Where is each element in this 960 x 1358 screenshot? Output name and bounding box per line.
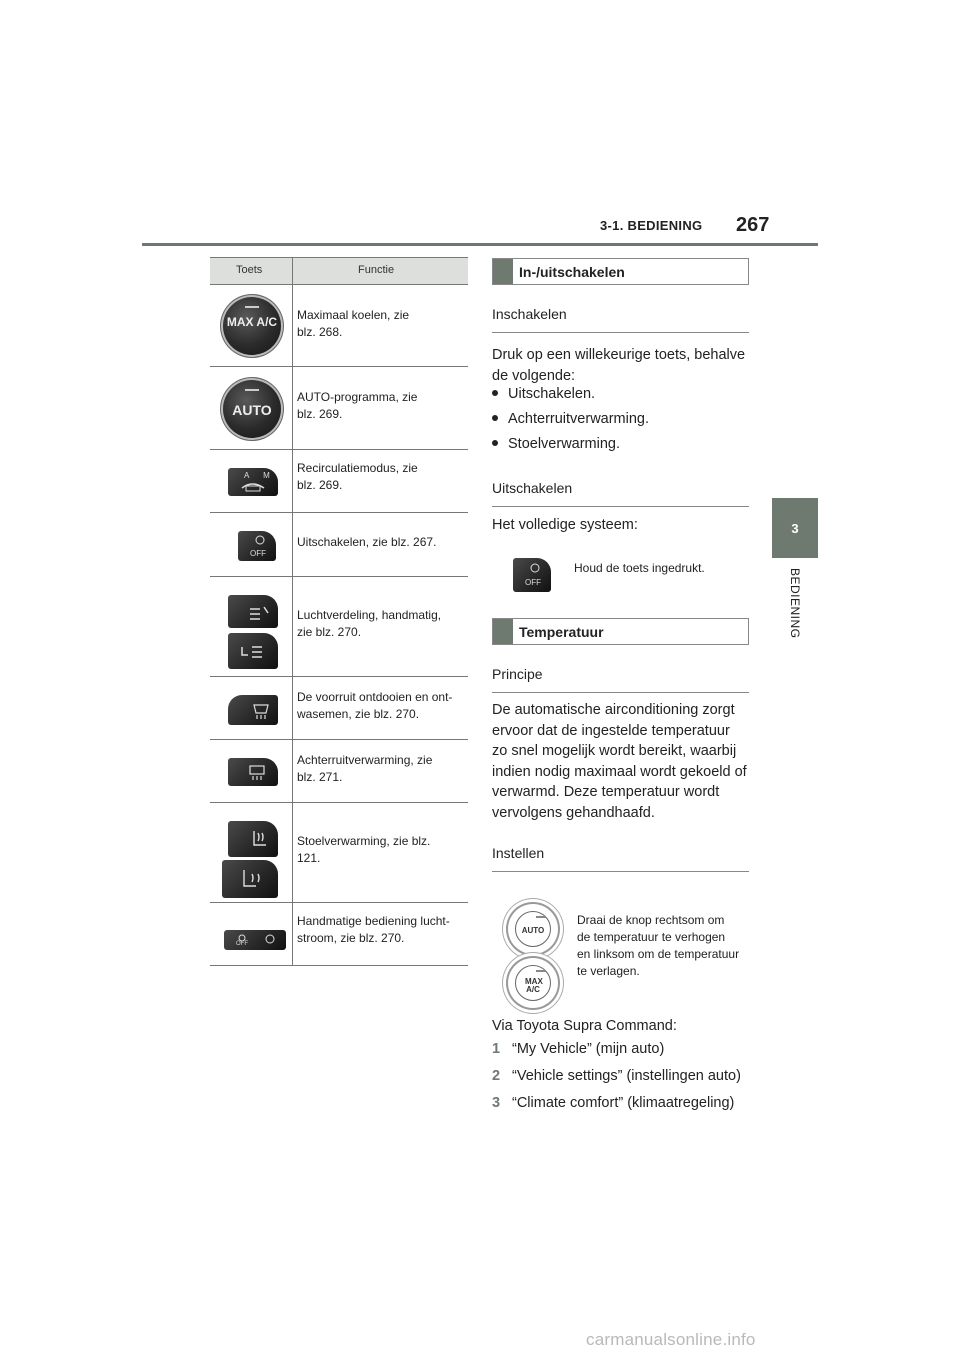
table-row [210, 803, 468, 903]
function-text: Luchtverdeling, handmatig, [297, 608, 442, 622]
step-text: “My Vehicle” (mijn auto) [512, 1041, 665, 1057]
chapter-tab [772, 498, 818, 558]
function-text: De voorruit ontdooien en ont- [297, 690, 453, 704]
function-text: Recirculatiemodus, zie [297, 461, 418, 475]
function-text: 121. [297, 851, 321, 865]
car-recirculation-icon [228, 468, 278, 496]
section-heading-text: Temperatuur [519, 624, 604, 640]
function-text: blz. 271. [297, 770, 343, 784]
dial-label: AUTO [521, 926, 545, 935]
paragraph-line: ervoor dat de ingestelde temperatuur [492, 722, 730, 739]
paragraph-line: De automatische airconditioning zorgt [492, 702, 735, 718]
seat-heating-upper-icon [228, 821, 278, 857]
header-rule [142, 243, 818, 246]
bullet-item [492, 386, 595, 402]
paragraph-line: indien nodig maximaal wordt gekoeld of [492, 763, 747, 780]
bullet-item [492, 436, 620, 452]
instruction-line: de temperatuur te verhogen [577, 930, 726, 944]
max-ac-button-icon [223, 297, 281, 355]
instruction-line: Draai de knop rechtsom om [577, 913, 725, 927]
function-text: Stoelverwarming, zie blz. [297, 834, 431, 848]
off-button-icon [238, 531, 276, 561]
air-distribution-upper-icon [228, 595, 278, 628]
off-button-label: OFF [250, 549, 266, 558]
section-heading-in-uitschakelen [492, 258, 749, 285]
recirculation-button-label: A M [244, 471, 276, 480]
function-text: Uitschakelen, zie blz. 267. [297, 535, 437, 549]
section-heading-temperatuur [492, 618, 749, 645]
instruction-text: Houd de toets ingedrukt. [574, 561, 705, 575]
function-text: zie blz. 270. [297, 625, 362, 639]
max-ac-button-label: MAX A/C [226, 315, 278, 329]
temperature-dial-auto-icon [508, 904, 558, 954]
windshield-defrost-icon [228, 695, 278, 725]
airflow-off-label: OFF [236, 941, 248, 947]
bullet-text: Stoelverwarming. [508, 436, 621, 452]
table-row [210, 903, 468, 966]
airflow-button-icon [224, 930, 286, 950]
auto-button-icon [223, 380, 281, 438]
step-number: 1 [492, 1041, 501, 1057]
instruction-line: te verlagen. [577, 964, 640, 978]
step-item [492, 1095, 734, 1111]
col-header-toets: Toets [236, 264, 263, 276]
subheading-uitschakelen: Uitschakelen [492, 480, 749, 507]
chapter-label: BEDIENING [788, 568, 802, 639]
table-row [210, 577, 468, 677]
instruction-text [577, 912, 739, 980]
table-row [210, 513, 468, 577]
air-distribution-lower-icon [228, 633, 278, 669]
paragraph: Het volledige systeem: [492, 517, 638, 533]
temperature-dial-max-ac-icon [508, 958, 558, 1008]
recirculation-button-icon [228, 468, 278, 496]
bullet-item [492, 411, 649, 427]
subheading-instellen: Instellen [492, 845, 749, 872]
button-function-table [210, 257, 468, 966]
function-text: stroom, zie blz. 270. [297, 931, 405, 945]
step-number: 2 [492, 1068, 501, 1084]
subheading-principe: Principe [492, 666, 749, 693]
col-header-functie: Functie [358, 264, 395, 276]
function-text: wasemen, zie blz. 270. [297, 707, 420, 721]
table-row [210, 285, 468, 367]
dial-label: MAX A/C [525, 977, 543, 994]
paragraph-line: de volgende: [492, 367, 576, 384]
fan-icon [224, 930, 286, 950]
paragraph: Via Toyota Supra Command: [492, 1018, 677, 1034]
table-header [210, 257, 468, 285]
step-item [492, 1068, 741, 1084]
function-text: Achterruitverwarming, zie [297, 753, 433, 767]
section-title: 3-1. BEDIENING [600, 218, 703, 233]
page-number: 267 [736, 214, 770, 236]
table-row [210, 740, 468, 803]
function-text: blz. 269. [297, 478, 343, 492]
watermark: carmanualsonline.info [586, 1330, 756, 1349]
auto-button-label: AUTO [232, 402, 272, 418]
bullet-text: Uitschakelen. [508, 386, 596, 402]
paragraph-line: zo snel mogelijk wordt bereikt, waarbij [492, 743, 737, 759]
section-heading-text: In-/uitschakelen [519, 264, 625, 280]
table-row [210, 450, 468, 513]
step-text: “Climate comfort” (klimaatregeling) [512, 1095, 735, 1111]
step-text: “Vehicle settings” (instellingen auto) [512, 1068, 741, 1084]
subheading-inschakelen: Inschakelen [492, 306, 749, 333]
function-text: blz. 269. [297, 407, 343, 421]
paragraph [492, 700, 754, 823]
off-button-label: OFF [525, 578, 541, 587]
bullet-text: Achterruitverwarming. [508, 411, 650, 427]
chapter-number: 3 [791, 520, 799, 536]
function-text: Maximaal koelen, zie [297, 308, 410, 322]
paragraph-line: Druk op een willekeurige toets, behalve [492, 347, 746, 363]
function-text: AUTO-programma, zie [297, 390, 418, 404]
instruction-line: en linksom om de temperatuur [577, 947, 740, 961]
paragraph-line: verwarmd. Deze temperatuur wordt [492, 784, 720, 800]
step-item [492, 1041, 664, 1057]
paragraph [492, 345, 754, 386]
table-row [210, 367, 468, 450]
step-number: 3 [492, 1095, 501, 1111]
table-row [210, 677, 468, 740]
function-text: blz. 268. [297, 325, 343, 339]
paragraph-line: vervolgens gehandhaafd. [492, 804, 655, 821]
rear-window-defrost-icon [228, 758, 278, 786]
seat-heating-lower-icon [222, 860, 278, 898]
function-text: Handmatige bediening lucht- [297, 914, 450, 928]
off-button-icon [513, 558, 551, 592]
